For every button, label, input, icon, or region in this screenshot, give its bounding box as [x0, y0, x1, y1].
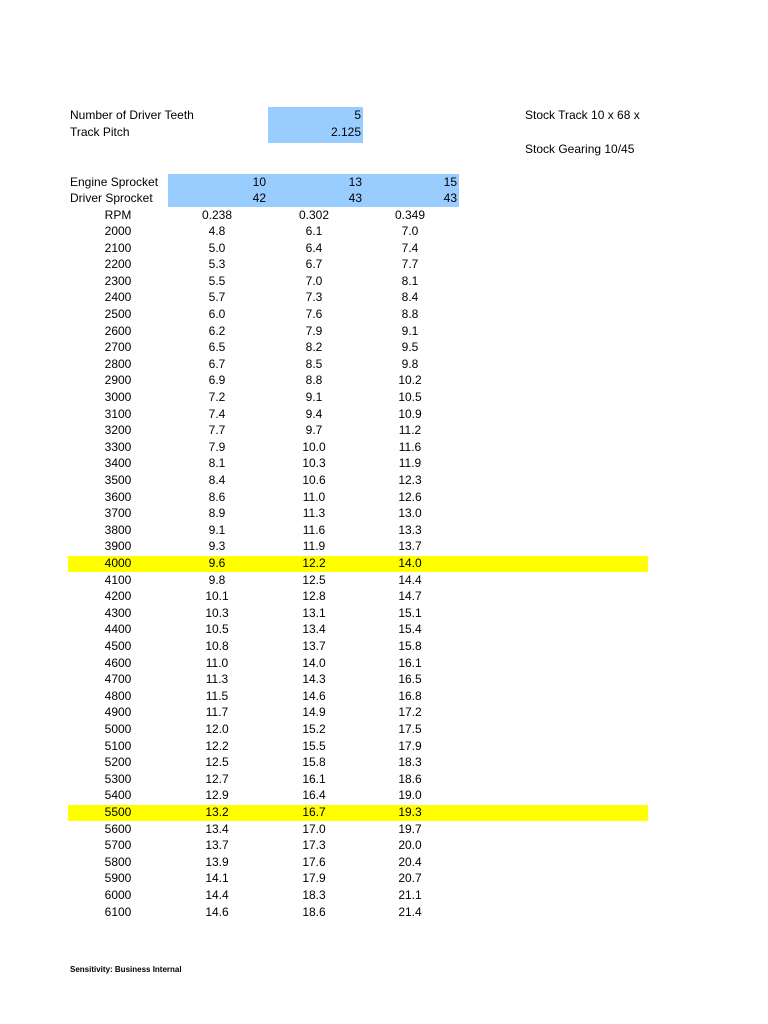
speed-cell: 21.4: [398, 904, 422, 919]
rpm-cell: 4000: [104, 556, 132, 570]
stock-track-note: Stock Track 10 x 68 x: [525, 108, 640, 122]
speed-cell: 5.5: [208, 273, 226, 288]
speed-cell: 11.6: [398, 439, 422, 454]
speed-cell: 11.9: [302, 539, 326, 554]
rpm-cell: 3300: [104, 439, 132, 454]
rpm-cell: 3400: [104, 456, 132, 471]
rpm-header: RPM: [104, 208, 132, 222]
speed-cell: 12.2: [205, 738, 229, 753]
speed-cell: 10.9: [398, 406, 422, 421]
speed-cell: 14.6: [302, 688, 326, 703]
speed-cell: 9.8: [401, 356, 419, 371]
speed-cell: 7.7: [401, 257, 419, 272]
rpm-cell: 5500: [104, 805, 132, 819]
rpm-cell: 2200: [104, 257, 132, 272]
speed-cell: 6.7: [208, 356, 226, 371]
speed-cell: 9.6: [208, 556, 226, 570]
speed-cell: 15.1: [398, 605, 422, 620]
speed-cell: 17.2: [398, 705, 422, 720]
speed-cell: 14.7: [398, 589, 422, 604]
speed-cell: 7.6: [305, 307, 323, 321]
ratio-1: 0.238: [201, 208, 233, 222]
engine-sprocket-2[interactable]: 13: [348, 175, 362, 189]
track-pitch-value[interactable]: 2.125: [330, 125, 361, 139]
speed-cell: 10.1: [205, 589, 229, 604]
engine-sprocket-1[interactable]: 10: [252, 175, 266, 189]
speed-cell: 13.2: [205, 805, 229, 819]
speed-cell: 7.9: [305, 323, 323, 338]
speed-cell: 9.1: [305, 390, 323, 404]
stock-gearing-note: Stock Gearing 10/45: [525, 142, 635, 156]
speed-cell: 13.9: [205, 854, 229, 869]
rpm-cell: 5800: [104, 854, 132, 869]
speed-cell: 5.7: [208, 290, 226, 305]
rpm-cell: 4800: [104, 688, 132, 703]
speed-cell: 16.1: [302, 771, 326, 786]
speed-cell: 10.8: [205, 639, 229, 653]
speed-cell: 13.4: [205, 821, 229, 836]
speed-cell: 9.4: [305, 406, 323, 421]
speed-cell: 7.2: [208, 390, 226, 404]
speed-cell: 18.3: [302, 888, 326, 902]
speed-cell: 6.5: [208, 340, 226, 355]
speed-cell: 9.7: [305, 423, 323, 438]
speed-cell: 14.1: [205, 871, 229, 886]
engine-sprocket-3[interactable]: 15: [443, 175, 457, 189]
rpm-cell: 5600: [104, 821, 132, 836]
speed-cell: 11.0: [205, 655, 229, 670]
rpm-cell: 2500: [104, 307, 132, 321]
driver-sprocket-label: Driver Sprocket: [70, 191, 153, 205]
speed-cell: 8.6: [208, 489, 226, 504]
driver-sprocket-3[interactable]: 43: [443, 191, 457, 205]
speed-cell: 13.1: [302, 605, 326, 620]
speed-cell: 10.3: [302, 456, 326, 471]
rpm-cell: 4200: [104, 589, 132, 604]
speed-cell: 18.6: [302, 904, 326, 919]
sensitivity-label: Sensitivity: Business Internal: [70, 965, 182, 974]
speed-cell: 7.0: [401, 224, 419, 238]
speed-cell: 4.8: [208, 224, 226, 238]
speed-cell: 12.5: [302, 572, 326, 587]
speed-cell: 12.9: [205, 788, 229, 803]
rpm-cell: 4700: [104, 672, 132, 687]
speed-cell: 11.6: [302, 522, 326, 537]
speed-cell: 20.7: [398, 871, 422, 886]
speed-cell: 21.1: [398, 888, 422, 902]
speed-cell: 7.4: [401, 240, 419, 255]
speed-cell: 14.6: [205, 904, 229, 919]
rpm-cell: 3600: [104, 489, 132, 504]
rpm-cell: 5700: [104, 838, 132, 853]
speed-cell: 10.2: [398, 373, 422, 388]
track-pitch-label: Track Pitch: [70, 125, 130, 139]
speed-cell: 6.9: [208, 373, 226, 388]
speed-cell: 13.7: [398, 539, 422, 554]
speed-cell: 17.9: [398, 738, 422, 753]
speed-cell: 15.8: [302, 755, 326, 770]
rpm-cell: 2800: [104, 356, 132, 371]
speed-cell: 8.5: [305, 356, 323, 371]
speed-cell: 8.8: [401, 307, 419, 321]
speed-cell: 11.2: [398, 423, 422, 438]
rpm-cell: 5300: [104, 771, 132, 786]
speed-cell: 15.2: [302, 722, 326, 736]
speed-cell: 13.4: [302, 622, 326, 637]
speed-cell: 13.3: [398, 522, 422, 537]
speed-cell: 9.1: [401, 323, 419, 338]
rpm-cell: 3100: [104, 406, 132, 421]
speed-cell: 20.4: [398, 854, 422, 869]
speed-cell: 8.4: [401, 290, 419, 305]
speed-cell: 6.0: [208, 307, 226, 321]
speed-cell: 7.3: [305, 290, 323, 305]
rpm-cell: 2600: [104, 323, 132, 338]
ratio-3: 0.349: [394, 208, 426, 222]
speed-cell: 6.1: [305, 224, 323, 238]
speed-cell: 10.0: [302, 439, 326, 454]
speed-cell: 14.4: [205, 888, 229, 902]
speed-cell: 8.9: [208, 506, 226, 521]
rpm-cell: 5400: [104, 788, 132, 803]
speed-cell: 14.4: [398, 572, 422, 587]
speed-cell: 13.7: [302, 639, 326, 653]
speed-cell: 14.3: [302, 672, 326, 687]
speed-cell: 8.1: [401, 273, 419, 288]
speed-cell: 14.0: [398, 556, 422, 570]
speed-cell: 11.0: [302, 489, 326, 504]
ratio-2: 0.302: [298, 208, 330, 222]
rpm-cell: 4100: [104, 572, 132, 587]
speed-cell: 10.5: [205, 622, 229, 637]
speed-cell: 17.5: [398, 722, 422, 736]
speed-cell: 15.5: [302, 738, 326, 753]
rpm-cell: 5900: [104, 871, 132, 886]
speed-cell: 16.8: [398, 688, 422, 703]
speed-cell: 14.9: [302, 705, 326, 720]
speed-cell: 10.3: [205, 605, 229, 620]
speed-cell: 18.6: [398, 771, 422, 786]
speed-cell: 10.5: [398, 390, 422, 404]
rpm-cell: 6000: [104, 888, 132, 902]
speed-cell: 11.5: [205, 688, 229, 703]
speed-cell: 10.6: [302, 473, 326, 487]
rpm-cell: 4400: [104, 622, 132, 637]
driver-teeth-value[interactable]: 5: [354, 108, 361, 122]
rpm-cell: 3000: [104, 390, 132, 404]
rpm-cell: 6100: [104, 904, 132, 919]
rpm-cell: 3900: [104, 539, 132, 554]
speed-cell: 11.3: [205, 672, 229, 687]
speed-cell: 6.2: [208, 323, 226, 338]
speed-cell: 6.4: [305, 240, 323, 255]
speed-cell: 11.7: [205, 705, 229, 720]
speed-cell: 5.3: [208, 257, 226, 272]
rpm-cell: 2100: [104, 240, 132, 255]
speed-cell: 12.2: [302, 556, 326, 570]
driver-sprocket-1[interactable]: 42: [252, 191, 266, 205]
rpm-cell: 2900: [104, 373, 132, 388]
speed-cell: 9.3: [208, 539, 226, 554]
speed-cell: 16.7: [302, 805, 326, 819]
rpm-cell: 5000: [104, 722, 132, 736]
rpm-cell: 4600: [104, 655, 132, 670]
rpm-cell: 4500: [104, 639, 132, 653]
speed-cell: 12.0: [205, 722, 229, 736]
rpm-cell: 2000: [104, 224, 132, 238]
speed-cell: 8.4: [208, 473, 226, 487]
speed-cell: 6.7: [305, 257, 323, 272]
speed-cell: 15.8: [398, 639, 422, 653]
speed-cell: 12.8: [302, 589, 326, 604]
rpm-cell: 3500: [104, 473, 132, 487]
rpm-cell: 3800: [104, 522, 132, 537]
speed-cell: 20.0: [398, 838, 422, 853]
speed-cell: 18.3: [398, 755, 422, 770]
engine-sprocket-label: Engine Sprocket: [70, 175, 159, 189]
rpm-cell: 4300: [104, 605, 132, 620]
speed-cell: 7.9: [208, 439, 226, 454]
driver-teeth-label: Number of Driver Teeth: [70, 108, 194, 122]
speed-cell: 19.3: [398, 805, 422, 819]
speed-cell: 12.7: [205, 771, 229, 786]
speed-cell: 14.0: [302, 655, 326, 670]
speed-cell: 19.0: [398, 788, 422, 803]
speed-cell: 16.5: [398, 672, 422, 687]
speed-cell: 19.7: [398, 821, 422, 836]
speed-cell: 11.3: [302, 506, 326, 521]
rpm-cell: 2700: [104, 340, 132, 355]
speed-cell: 11.9: [398, 456, 422, 471]
rpm-cell: 5100: [104, 738, 132, 753]
speed-cell: 17.6: [302, 854, 326, 869]
driver-sprocket-2[interactable]: 43: [348, 191, 362, 205]
speed-cell: 13.0: [398, 506, 422, 521]
rpm-cell: 3700: [104, 506, 132, 521]
rpm-cell: 2400: [104, 290, 132, 305]
speed-cell: 12.5: [205, 755, 229, 770]
speed-cell: 9.5: [401, 340, 419, 355]
speed-cell: 5.0: [208, 240, 226, 255]
speed-cell: 9.1: [208, 522, 226, 537]
speed-cell: 7.0: [305, 273, 323, 288]
rpm-cell: 5200: [104, 755, 132, 770]
speed-cell: 8.1: [208, 456, 226, 471]
speed-cell: 8.8: [305, 373, 323, 388]
speed-cell: 17.9: [302, 871, 326, 886]
speed-cell: 12.6: [398, 489, 422, 504]
speed-cell: 7.4: [208, 406, 226, 421]
speed-cell: 12.3: [398, 473, 422, 487]
speed-cell: 7.7: [208, 423, 226, 438]
speed-cell: 9.8: [208, 572, 226, 587]
speed-cell: 8.2: [305, 340, 323, 355]
rpm-cell: 4900: [104, 705, 132, 720]
speed-cell: 13.7: [205, 838, 229, 853]
speed-cell: 16.1: [398, 655, 422, 670]
speed-cell: 17.0: [302, 821, 326, 836]
rpm-cell: 3200: [104, 423, 132, 438]
speed-cell: 16.4: [302, 788, 326, 803]
speed-cell: 17.3: [302, 838, 326, 853]
rpm-cell: 2300: [104, 273, 132, 288]
speed-cell: 15.4: [398, 622, 422, 637]
